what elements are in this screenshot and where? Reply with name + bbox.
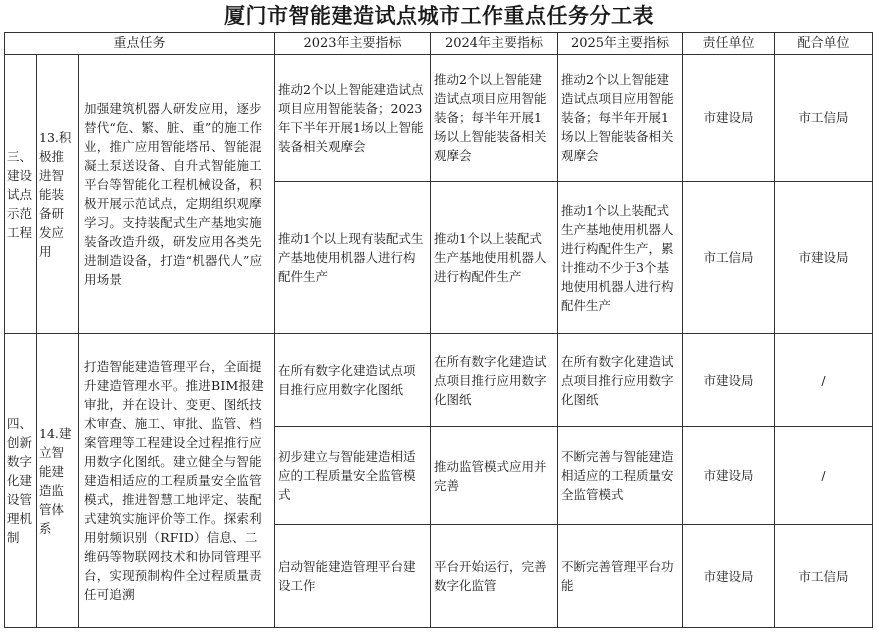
responsible-unit: 市建设局 bbox=[683, 426, 775, 525]
indicator-2024: 在所有数字化建造试点项目推行应用数字化图纸 bbox=[431, 334, 558, 426]
responsible-unit: 市工信局 bbox=[683, 181, 775, 334]
responsible-unit: 市建设局 bbox=[683, 334, 775, 426]
responsible-unit: 市建设局 bbox=[683, 525, 775, 628]
header-row bbox=[5, 33, 873, 55]
description-cell: 打造智能建造管理平台，全面提升建造管理水平。推进BIM报建审批，并在设计、变更、图纸技术审查、施工、审批、监管、档案管理等工程建设全过程推行应用数字化图纸。建立健全与智能建造相适应的工程质量安全监管模式，推进智慧工地评定、装配式建筑实施评价等工作。探索利用射频识别（RFID）信息、二维码等物联网技术和协同管理平台，实现预制构件全过程质量责任可追溯 bbox=[79, 334, 275, 628]
cooperating-unit: 市工信局 bbox=[775, 55, 873, 182]
indicator-2023: 在所有数字化建造试点项目推行应用数字化图纸 bbox=[275, 334, 431, 426]
cooperating-unit: 市建设局 bbox=[775, 181, 873, 334]
indicator-2023: 启动智能建造管理平台建设工作 bbox=[275, 525, 431, 628]
indicator-2023: 推动1个以上现有装配式生产基地使用机器人进行构配件生产 bbox=[275, 181, 431, 334]
indicator-2025: 不断完善与智能建造相适应的工程质量安全监管模式 bbox=[558, 426, 683, 525]
header-task: 重点任务 bbox=[5, 33, 275, 55]
header-2024: 2024年主要指标 bbox=[431, 33, 558, 55]
header-2023: 2023年主要指标 bbox=[275, 33, 431, 55]
indicator-2025: 不断完善管理平台功能 bbox=[558, 525, 683, 628]
indicator-2024: 推动2个以上智能建造试点项目应用智能装备；每半年开展1场以上智能装备相关观摩会 bbox=[431, 55, 558, 182]
cooperating-unit: / bbox=[775, 334, 873, 426]
subtask-cell: 14.建立智能建造监管体系 bbox=[37, 334, 79, 628]
responsible-unit: 市建设局 bbox=[683, 55, 775, 182]
indicator-2024: 推动1个以上装配式生产基地使用机器人进行构配件生产 bbox=[431, 181, 558, 334]
table-row bbox=[5, 55, 873, 182]
description-cell: 加强建筑机器人研发应用，逐步替代“危、繁、脏、重”的施工作业，推广应用智能塔吊、智能混凝土泵送设备、自升式智能施工平台等智能化工程机械设备，积极开展示范试点，定期组织观摩学习。支持装配式生产基地实施装备改造升级，研发应用各类先进制造设备，打造“机器代人”应用场景 bbox=[79, 55, 275, 334]
table-row bbox=[5, 334, 873, 426]
cooperating-unit: / bbox=[775, 426, 873, 525]
indicator-2024: 推动监管模式应用并完善 bbox=[431, 426, 558, 525]
indicator-2025: 推动2个以上智能建造试点项目应用智能装备；每半年开展1场以上智能装备相关观摩会 bbox=[558, 55, 683, 182]
cooperating-unit: 市工信局 bbox=[775, 525, 873, 628]
indicator-2023: 推动2个以上智能建造试点项目应用智能装备；2023年下半年开展1场以上智能装备相关观摩会 bbox=[275, 55, 431, 182]
indicator-2025: 推动1个以上装配式生产基地使用机器人进行构配件生产，累计推动不少于3个基地使用机器人进行构配件生产 bbox=[558, 181, 683, 334]
task-table bbox=[4, 32, 873, 628]
header-2025: 2025年主要指标 bbox=[558, 33, 683, 55]
category-cell: 四、创新数字化建设管理机制 bbox=[5, 334, 37, 628]
category-cell: 三、建设试点示范工程 bbox=[5, 55, 37, 334]
document-title: 厦门市智能建造试点城市工作重点任务分工表 bbox=[224, 4, 654, 28]
header-cooperating: 配合单位 bbox=[775, 33, 873, 55]
header-responsible: 责任单位 bbox=[683, 33, 775, 55]
subtask-cell: 13.积极推进智能装备研发应用 bbox=[37, 55, 79, 334]
indicator-2023: 初步建立与智能建造相适应的工程质量安全监管模式 bbox=[275, 426, 431, 525]
indicator-2025: 在所有数字化建造试点项目推行应用数字化图纸 bbox=[558, 334, 683, 426]
indicator-2024: 平台开始运行，完善数字化监管 bbox=[431, 525, 558, 628]
